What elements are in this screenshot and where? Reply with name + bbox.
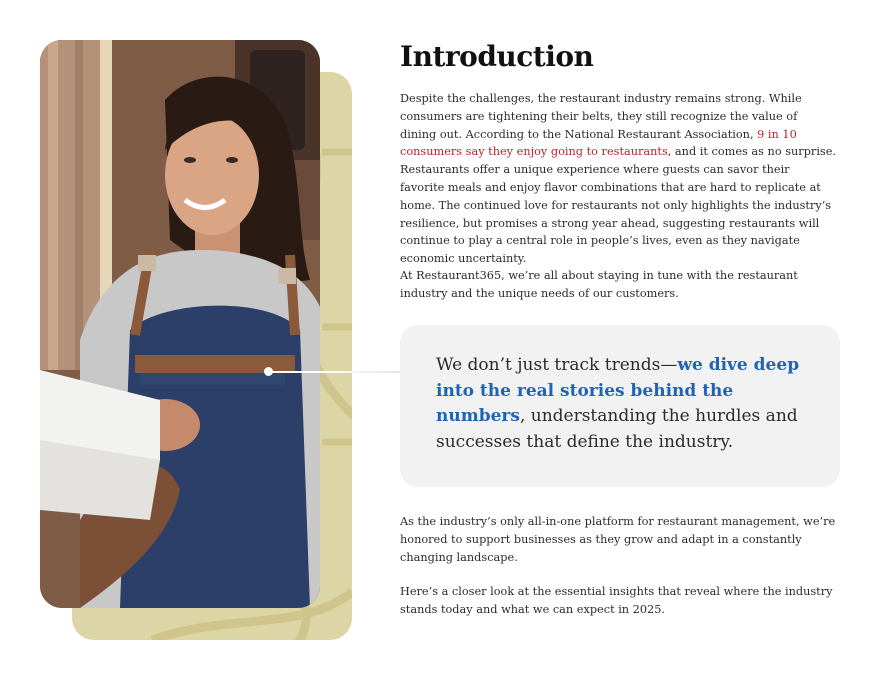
intro-text-start: Despite the challenges, the restaurant industry remains strong. While consumers are tightening their belts, they still recognize the value of dining out. According to the National Restaurant Association,	[400, 92, 802, 141]
intro-paragraph	[400, 90, 836, 268]
intro-text-end: , and it comes as no surprise. Restaurants offer a unique experience where guests can savor their favorite meals and enjoy flavor combinations that are hard to replicate at home. The continued love for restaurants not only highlights the industry’s resilience, but promises a strong year ahead, suggesting restaurants will continue to play a central role in people’s lives, even as they navigate economic uncertainty.	[400, 145, 837, 266]
pull-quote	[436, 353, 806, 455]
page-title: Introduction	[400, 40, 594, 73]
company-paragraph: At Restaurant365, we’re all about staying in tune with the restaurant industry and the unique needs of our customers.	[400, 269, 798, 300]
pull-quote-box	[400, 325, 840, 487]
closing-paragraph: Here’s a closer look at the essential insights that reveal where the industry stands today and what we can expect in 2025.	[400, 585, 833, 616]
barista-photo	[40, 40, 320, 608]
platform-paragraph: As the industry’s only all-in-one platform for restaurant management, we’re honored to support businesses as they grow and adapt in a constantly changing landscape.	[400, 515, 836, 564]
pull-quote-start: We don’t just track trends—	[436, 355, 678, 375]
quote-connector-dot	[264, 367, 273, 376]
pull-quote-end: , understanding the hurdles and successes that define the industry.	[436, 406, 798, 452]
barista-illustration	[40, 40, 320, 608]
pull-quote-highlight: we dive deep into the real stories behind the numbers	[436, 355, 800, 426]
statistic-link[interactable]: 9 in 10 consumers say they enjoy going to restaurants	[400, 127, 797, 159]
quote-connector-line	[270, 371, 400, 373]
